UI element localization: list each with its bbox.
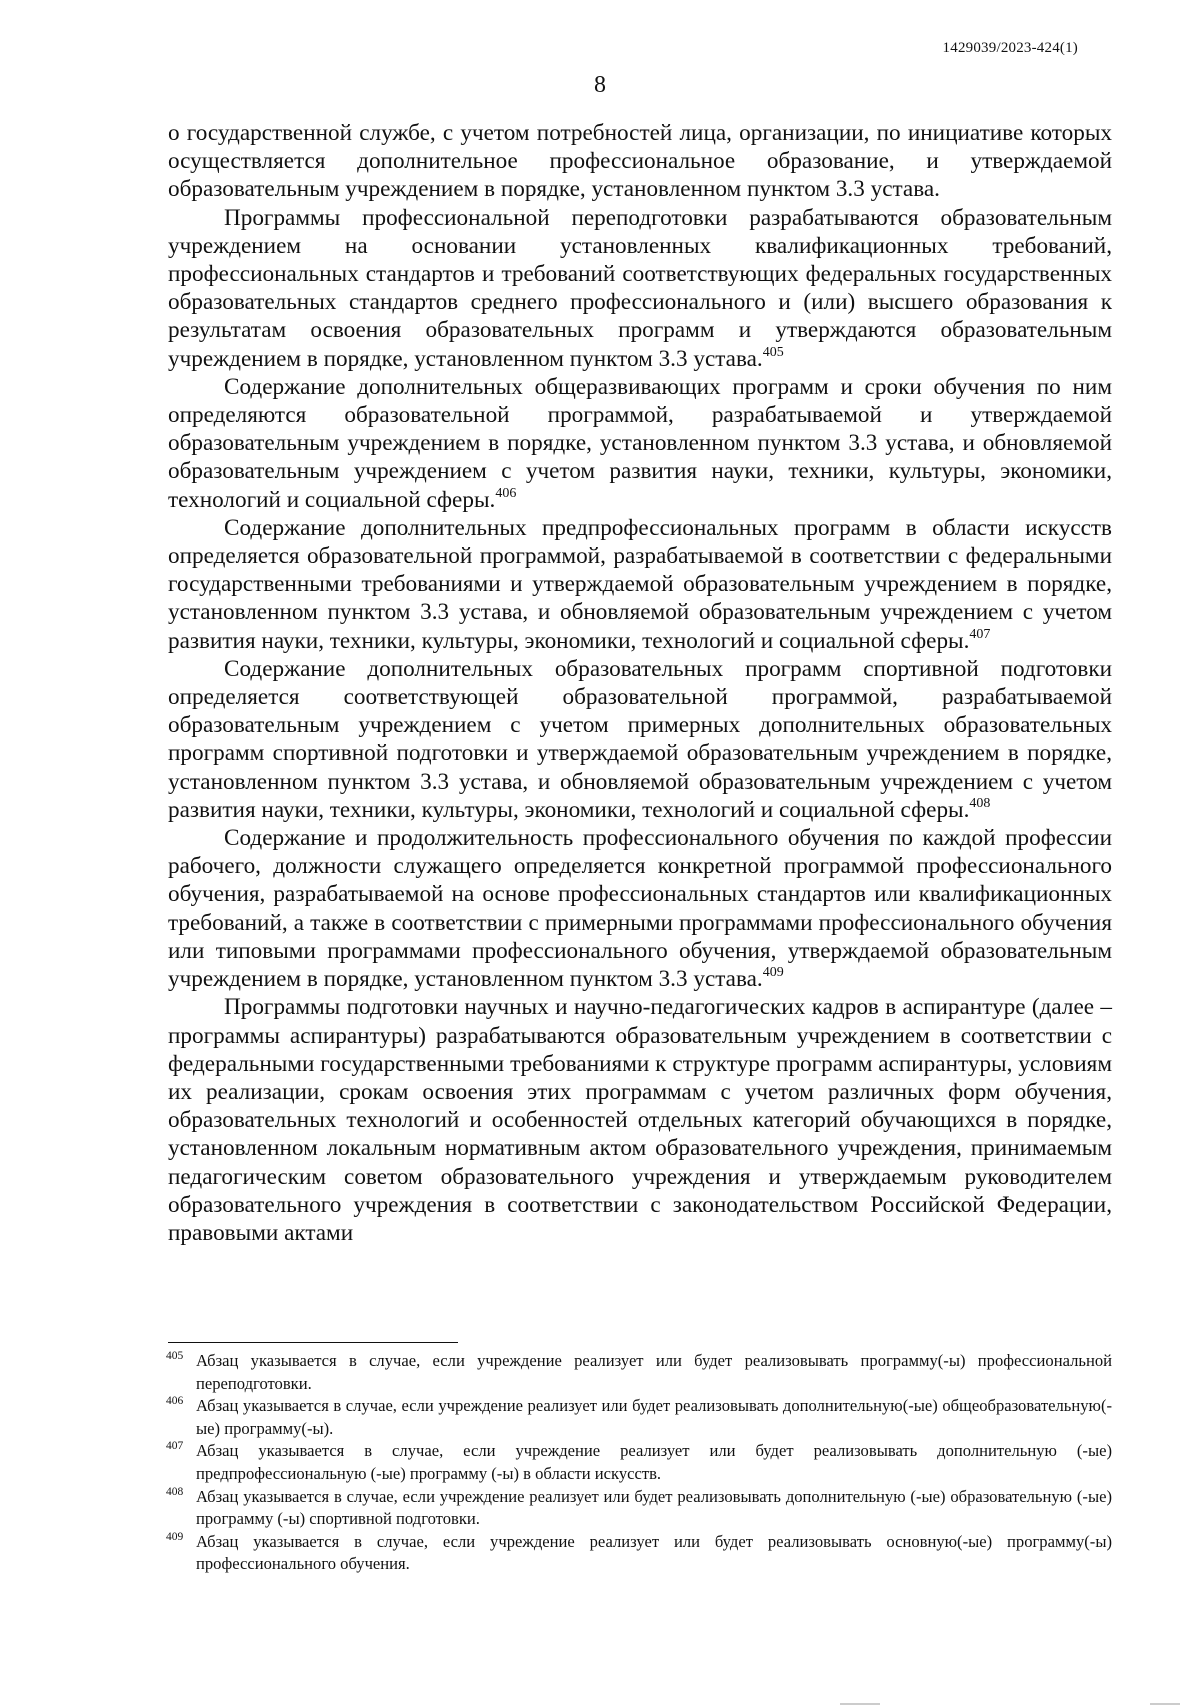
footnote <box>166 1531 1112 1576</box>
paragraph-text: Программы подготовки научных и научно-педагогических кадров в аспирантуре (далее – программы аспирантуры) разрабатываются образовательным учреждением в соответствии с федеральными государственными требованиями к структуре программ аспирантуры, условиям их реализации, срокам освоения этих программам с учетом различных форм обучения, образовательных технологий и особенностей отдельных категорий обучающихся в порядке, установленном локальным нормативным актом образовательного учреждения, принимаемым педагогическим советом образовательного учреждения и утверждаемым руководителем образовательного учреждения в соответствии с законодательством Российской Федерации, правовыми актами <box>168 994 1112 1246</box>
page-number: 8 <box>594 72 606 98</box>
paragraph <box>168 655 1112 824</box>
footnote-reference[interactable]: 409 <box>762 965 784 981</box>
footnote-number: 406 <box>166 1395 184 1408</box>
footnote <box>166 1486 1112 1531</box>
footnote-divider <box>168 1342 458 1343</box>
footnotes <box>166 1350 1112 1576</box>
paragraph-text: Содержание дополнительных общеразвивающих программ и сроки обучения по ним определяются образовательной программой, разрабатываемой и утверждаемой образовательным учреждением в порядке, установленном пунктом 3.3 устава, и обновляемой образовательным учреждением с учетом развития науки, техники, культуры, экономики, технологий и социальной сферы. <box>168 373 1112 513</box>
footnote-text: Абзац указывается в случае, если учреждение реализует или будет реализовывать основную(-ые) программу(-ы) профессионального обучения. <box>196 1531 1112 1574</box>
document-number: 1429039/2023-424(1) <box>942 40 1078 56</box>
footnote-reference[interactable]: 406 <box>495 485 517 501</box>
paragraph-text: Содержание дополнительных образовательных программ спортивной подготовки определяется соответствующей образовательной программой, разрабатываемой образовательным учреждением с учетом примерных дополнительных образовательных программ спортивной подготовки и утверждаемой образовательным учреждением в порядке, установленном пунктом 3.3 устава, и обновляемой образовательным учреждением с учетом развития науки, техники, культуры, экономики, технологий и социальной сферы. <box>168 655 1112 823</box>
footnote <box>166 1350 1112 1395</box>
footnote-reference[interactable]: 405 <box>762 344 784 360</box>
footnote <box>166 1395 1112 1440</box>
paragraph <box>168 993 1112 1247</box>
footnote-number: 407 <box>166 1440 184 1453</box>
paragraph-text: Содержание и продолжительность профессионального обучения по каждой профессии рабочего, должности служащего определяется конкретной программой профессионального обучения, разрабатываемой на основе профессиональных стандартов или квалификационных требований, а также в соответствии с примерными программами профессионального обучения или типовыми программами профессионального обучения, утверждаемой образовательным учреждением в порядке, установленном пунктом 3.3 устава. <box>168 825 1112 993</box>
footnote-text: Абзац указывается в случае, если учреждение реализует или будет реализовывать дополнительную (-ые) предпрофессиональную (-ые) программу (-ы) в области искусств. <box>196 1441 1112 1483</box>
paragraph <box>168 119 1112 204</box>
footnote <box>166 1440 1112 1485</box>
paragraph-text: Содержание дополнительных предпрофессиональных программ в области искусств определяется образовательной программой, разрабатываемой в соответствии с федеральными государственными требованиями и утверждаемой образовательным учреждением в порядке, установленном пунктом 3.3 устава, и обновляемой образовательным учреждением с учетом развития науки, техники, культуры, экономики, технологий и социальной сферы. <box>168 514 1112 654</box>
footnote-text: Абзац указывается в случае, если учреждение реализует или будет реализовывать программу(-ы) профессиональной переподготовки. <box>196 1351 1112 1393</box>
paragraph <box>168 514 1112 655</box>
footnote-text: Абзац указывается в случае, если учреждение реализует или будет реализовывать дополнительную (-ые) образовательную (-ые) программу (-ы) спортивной подготовки. <box>196 1486 1112 1529</box>
footnote-number: 409 <box>166 1530 184 1543</box>
footnote-number: 405 <box>166 1350 184 1362</box>
footnote-reference[interactable]: 408 <box>969 795 991 811</box>
paragraph <box>168 204 1112 373</box>
paragraph-text: Программы профессиональной переподготовки разрабатываются образовательным учреждением на основании установленных квалификационных требований, профессиональных стандартов и требований соответствующих федеральных государственных образовательных стандартов среднего профессионального и (или) высшего образования к результатам освоения образовательных программ и утверждаются образовательным учреждением в порядке, установленном пунктом 3.3 устава. <box>168 204 1112 372</box>
footnote-reference[interactable]: 407 <box>969 626 991 642</box>
footnote-number: 408 <box>166 1485 184 1498</box>
paragraph <box>168 824 1112 993</box>
paragraph-text: о государственной службе, с учетом потребностей лица, организации, по инициативе которых осуществляется дополнительное профессиональное образование, и утверждаемой образовательным учреждением в порядке, установленном пунктом 3.3 устава. <box>168 120 1112 203</box>
paragraph <box>168 373 1112 514</box>
body-text <box>168 119 1112 1247</box>
footnote-text: Абзац указывается в случае, если учреждение реализует или будет реализовывать дополнительную(-ые) общеобразовательную(-ые) программу(-ы). <box>196 1396 1112 1438</box>
